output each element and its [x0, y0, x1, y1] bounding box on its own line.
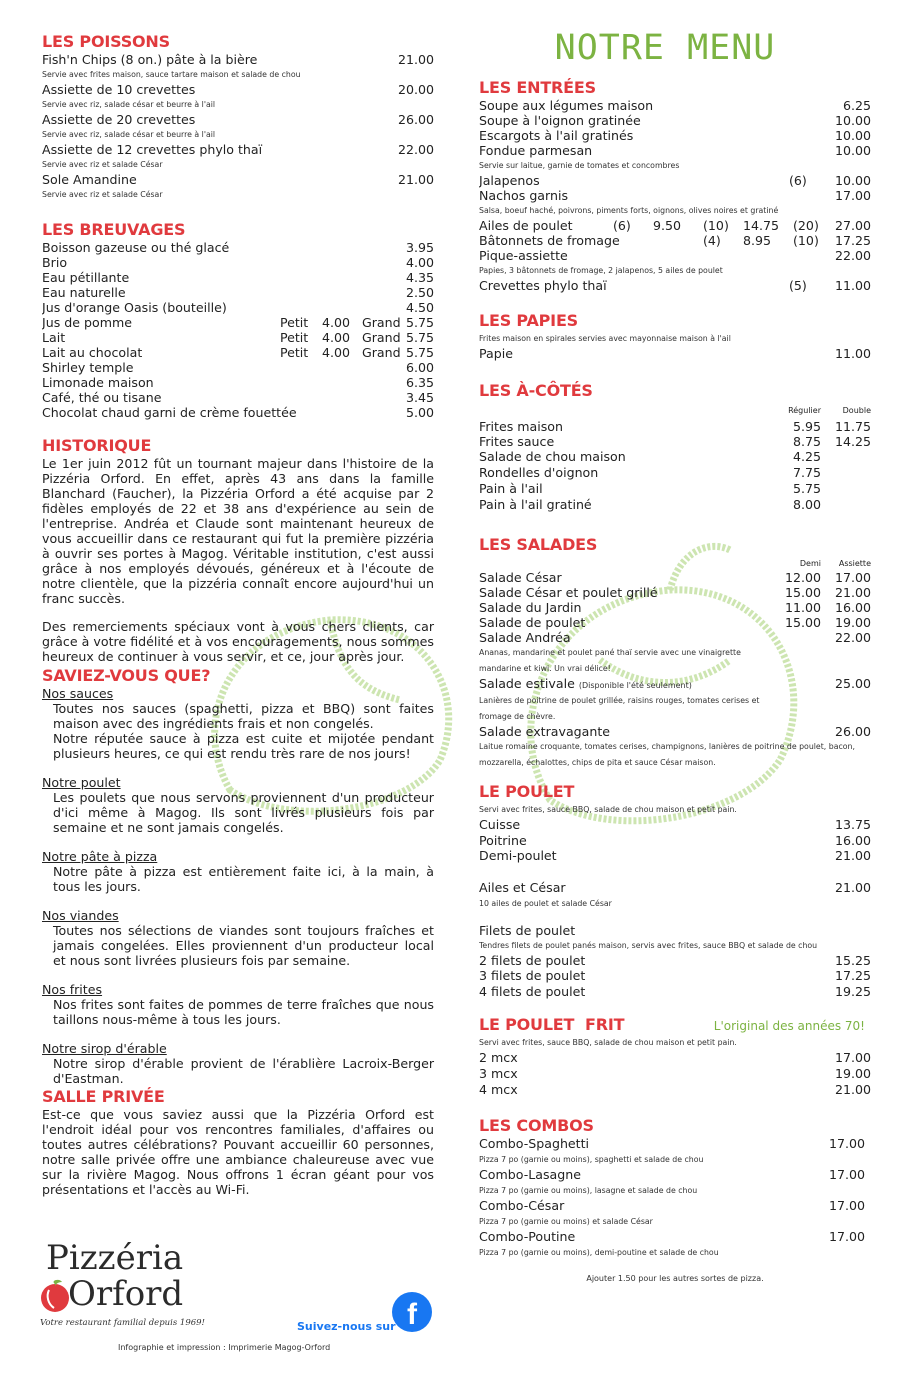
item-description: Ananas, mandarine et poulet pané thaï servie avec une vinaigrette mandarine et kiwi. Un vrai délice!: [479, 648, 741, 673]
item-description: Servie avec frites maison, sauce tartare maison et salade de chou: [42, 70, 301, 79]
menu-item: [42, 172, 434, 187]
logo: [40, 1238, 205, 1328]
menu-text: Notre poulet: [42, 775, 121, 790]
item-description: 10 ailes de poulet et salade César: [479, 898, 612, 908]
entrees-list: [479, 98, 871, 293]
menu-item: [479, 1198, 871, 1214]
menu-title: NOTRE MENU: [554, 28, 776, 68]
menu-item: [479, 419, 871, 434]
menu-text: Lait au chocolat: [42, 345, 143, 360]
menu-text: Jalapenos: [479, 173, 540, 188]
menu-item: [42, 142, 434, 157]
saviez-heading: SAVIEZ-VOUS QUE?: [42, 666, 211, 685]
poissons-list: [42, 52, 434, 202]
menu-text: 20.00: [397, 82, 434, 97]
menu-text: 15.00: [784, 615, 821, 630]
entrees-heading: LES ENTRÉES: [479, 78, 596, 97]
menu-item: [479, 1136, 871, 1152]
salades-list: [479, 570, 871, 770]
item-description: Pizza 7 po (garnie ou moins), spaghetti et salade de chou: [479, 1155, 704, 1164]
menu-item: [42, 300, 434, 315]
combos-note: Ajouter 1.50 pour les autres sortes de pizza.: [586, 1274, 764, 1283]
menu-text: Escargots à l'ail gratinés: [479, 128, 634, 143]
menu-text: Papie: [479, 346, 513, 361]
menu-text: 19.25: [834, 983, 871, 999]
menu-text: 12.00: [784, 570, 821, 585]
menu-text: 3 filets de poulet: [479, 968, 586, 983]
menu-item: [42, 315, 434, 330]
menu-text: Nos sauces: [42, 686, 114, 701]
menu-text: 22.00: [397, 142, 434, 157]
menu-text: Poitrine: [479, 832, 527, 848]
menu-text: Combo-Spaghetti: [479, 1136, 590, 1151]
menu-item: [479, 953, 871, 969]
menu-item: [479, 188, 871, 203]
menu-item: [479, 1082, 871, 1098]
menu-text: (6): [613, 218, 631, 233]
menu-text: 4.00: [321, 315, 350, 330]
menu-item: [479, 1229, 871, 1245]
menu-item: [479, 880, 871, 895]
menu-item: [42, 285, 434, 300]
menu-item: [479, 128, 871, 143]
menu-text: Frites maison: [479, 419, 563, 434]
menu-text: (5): [789, 278, 807, 293]
menu-text: 17.00: [828, 1167, 865, 1182]
item-description: Pizza 7 po (garnie ou moins), demi-poutine et salade de chou: [479, 1248, 719, 1257]
menu-item: [479, 600, 871, 615]
menu-text: Fish'n Chips (8 on.) pâte à la bière: [42, 52, 258, 67]
menu-item: [42, 240, 434, 255]
menu-text: 2 filets de poulet: [479, 952, 586, 968]
menu-text: 5.75: [405, 345, 434, 360]
menu-item: [42, 82, 434, 97]
menu-text: 21.00: [834, 585, 871, 600]
menu-text: Combo-Lasagne: [479, 1167, 581, 1182]
menu-text: Chocolat chaud garni de crème fouettée: [42, 405, 297, 420]
saviez-sections: [42, 686, 434, 1086]
menu-item: [479, 173, 871, 188]
menu-text: (10): [793, 233, 819, 248]
menu-text: Salade du Jardin: [479, 600, 582, 615]
salle-heading: SALLE PRIVÉE: [42, 1087, 165, 1106]
menu-text: 4.25: [792, 449, 821, 464]
menu-text: (6): [789, 173, 807, 188]
poulet-description: Servi avec frites, sauce BBQ, salade de chou maison et petit pain.: [479, 805, 737, 814]
menu-text: Salade César: [479, 570, 562, 585]
menu-item: [479, 346, 871, 361]
menu-text: Soupe aux légumes maison: [479, 98, 654, 113]
menu-text: Demi: [799, 559, 821, 568]
menu-text: 26.00: [834, 724, 871, 739]
menu-text: 10.00: [834, 143, 871, 158]
menu-text: Salade extravagante: [479, 724, 611, 739]
menu-item: [479, 113, 871, 128]
cotes-list: [479, 419, 871, 513]
menu-text: Toutes nos sauces (spaghetti, pizza et BBQ) sont faites maison avec des ingrédients frais et non congelés.: [53, 701, 434, 731]
menu-text: Cuisse: [479, 817, 521, 832]
menu-item: [479, 570, 871, 585]
menu-item: [42, 405, 434, 420]
tomato-logo-icon: [40, 1278, 70, 1314]
menu-text: Notre sirop d'érable provient de l'érablière Lacroix-Berger d'Eastman.: [53, 1056, 434, 1086]
menu-text: Sole Amandine: [42, 172, 137, 187]
menu-text: 8.75: [792, 434, 821, 449]
menu-text: Combo-Poutine: [479, 1229, 576, 1244]
menu-text: Assiette: [838, 559, 871, 568]
menu-text: Salade estivale: [479, 676, 575, 691]
papies-heading: LES PAPIES: [479, 311, 578, 330]
menu-text: Assiette de 12 crevettes phylo thaï: [42, 142, 263, 157]
menu-text: 17.00: [828, 1136, 865, 1151]
menu-text: 5.00: [405, 405, 434, 420]
menu-text: 8.95: [743, 233, 772, 248]
menu-text: (Disponible l'été seulement): [578, 681, 692, 690]
item-description: Servie sur laitue, garnie de tomates et concombres: [479, 161, 680, 170]
filets-heading: [479, 923, 871, 938]
menu-text: Limonade maison: [42, 375, 154, 390]
cotes-heading: LES À-CÔTÉS: [479, 381, 593, 400]
menu-item: [479, 218, 871, 233]
menu-text: 4.00: [321, 330, 350, 345]
menu-text: Toutes nos sélections de viandes sont toujours fraîches et jamais congelées. Elles proviennent d'un producteur local et nous sont livrées plusieurs fois par semaine.: [53, 923, 434, 968]
menu-text: Nachos garnis: [479, 188, 569, 203]
item-description: Servie avec riz, salade césar et beurre à l'ail: [42, 100, 216, 109]
item-description: Servie avec riz et salade César: [42, 190, 163, 199]
menu-text: Brio: [42, 255, 68, 270]
menu-text: Grand: [361, 330, 401, 345]
menu-text: Shirley temple: [42, 360, 134, 375]
item-description: Pizza 7 po (garnie ou moins) et salade César: [479, 1217, 653, 1226]
menu-text: 6.00: [405, 360, 434, 375]
menu-text: 16.00: [834, 832, 871, 848]
menu-text: Nos frites sont faites de pommes de terre fraîches que nous taillons nous-même à tous les jours.: [53, 997, 434, 1027]
item-description: Laitue romaine croquante, tomates cerises, champignons, lanières de poitrine de poulet, bacon, mozzarella, échalottes, chips de pita et sauce César maison.: [479, 742, 855, 767]
menu-text: 21.00: [834, 879, 871, 895]
menu-item: [479, 434, 871, 449]
menu-text: 22.00: [834, 248, 871, 263]
menu-text: Petit: [279, 315, 309, 330]
menu-text: Nos viandes: [42, 908, 119, 923]
menu-text: 19.00: [834, 615, 871, 630]
menu-text: 10.00: [834, 128, 871, 143]
poulet-heading: LE POULET: [479, 782, 575, 801]
breuvages-list: [42, 240, 434, 420]
menu-text: 2 mcx: [479, 1050, 518, 1065]
poissons-heading: LES POISSONS: [42, 32, 170, 51]
menu-text: 3.95: [405, 240, 434, 255]
menu-text: 16.00: [834, 600, 871, 615]
menu-item: [479, 497, 871, 513]
historique-text: Le 1er juin 2012 fût un tournant majeur dans l'histoire de la Pizzéria Orford. En effet, après 43 ans dans la famille Blanchard (Faucher), la Pizzéria Orford a été acquise par 2 fidèles employés de 22 et 38 ans d'expérience au sein de l'entreprise. Andréa et Claude sont maintenant heureux de vous accueillir dans ce restaurant qui fut la première pizzéria à ouvrir ses portes à Magog. Véritable institution, c'est aussi grâce à nos employés dévoués, généreux et à l'écoute de notre clientèle, que la pizzéria connaît encore aujourd'hui un franc succès.: [42, 456, 434, 606]
menu-text: 4.35: [405, 270, 434, 285]
menu-item: [42, 375, 434, 390]
poulet-frit-tag: L'original des années 70!: [713, 1019, 865, 1033]
menu-item: [479, 833, 871, 849]
menu-item: [479, 278, 871, 293]
menu-text: (4): [703, 233, 721, 248]
menu-text: Filets de poulet: [479, 922, 576, 938]
menu-text: 4 mcx: [479, 1082, 518, 1097]
menu-text: 17.00: [834, 188, 871, 203]
menu-item: [479, 143, 871, 158]
menu-item: [479, 848, 871, 864]
menu-text: 5.75: [405, 330, 434, 345]
poulet-list: [479, 817, 871, 999]
menu-item: [479, 630, 871, 645]
papies-description: Frites maison en spirales servies avec mayonnaise maison à l'ail: [479, 334, 731, 343]
menu-text: Assiette de 10 crevettes: [42, 82, 196, 97]
menu-text: 17.25: [834, 233, 871, 248]
remerciements-text: Des remerciements spéciaux vont à vous chers clients, car grâce à votre fidélité et à vos encouragements, nous sommes heureux de continuer à vous servir, et ce, jour après jour.: [42, 619, 434, 664]
menu-text: 21.00: [397, 172, 434, 187]
menu-text: Nos frites: [42, 982, 103, 997]
item-description: Papies, 3 bâtonnets de fromage, 2 jalapenos, 5 ailes de poulet: [479, 266, 723, 275]
menu-text: 5.75: [792, 481, 821, 496]
menu-text: 17.00: [834, 1050, 871, 1065]
menu-text: 11.00: [784, 600, 821, 615]
menu-item: [42, 345, 434, 360]
menu-item: [479, 615, 871, 630]
menu-text: Grand: [361, 315, 401, 330]
item-description: Pizza 7 po (garnie ou moins), lasagne et salade de chou: [479, 1186, 698, 1195]
menu-text: 5.75: [405, 315, 434, 330]
logo-line1: Pizzéria: [46, 1238, 184, 1278]
menu-item: [479, 1050, 871, 1066]
menu-item: [42, 112, 434, 127]
menu-text: Double: [842, 406, 871, 415]
salades-heading: LES SALADES: [479, 535, 598, 554]
menu-text: 6.35: [405, 375, 434, 390]
menu-text: Fondue parmesan: [479, 143, 593, 158]
menu-text: 4.50: [405, 300, 434, 315]
menu-text: 7.75: [792, 465, 821, 480]
menu-text: 9.50: [653, 218, 682, 233]
menu-text: 3.45: [405, 390, 434, 405]
menu-text: Ailes de poulet: [479, 218, 573, 233]
menu-text: 14.25: [834, 434, 871, 449]
menu-item: [479, 984, 871, 1000]
menu-text: Petit: [279, 345, 309, 360]
menu-text: Bâtonnets de fromage: [479, 233, 620, 248]
menu-text: 17.00: [828, 1229, 865, 1244]
follow-text: Suivez-nous sur: [297, 1320, 396, 1333]
menu-text: 21.00: [834, 1082, 871, 1097]
menu-text: Pain à l'ail gratiné: [479, 497, 592, 512]
item-description: Salsa, boeuf haché, poivrons, piments forts, oignons, olives noires et gratiné: [479, 206, 779, 215]
menu-text: Jus de pomme: [42, 315, 132, 330]
menu-text: Lait: [42, 330, 66, 345]
poulet-frit-list: [479, 1050, 871, 1098]
menu-text: Régulier: [788, 406, 821, 415]
logo-tagline: Votre restaurant familial depuis 1969!: [40, 1318, 205, 1328]
menu-text: 21.00: [834, 848, 871, 863]
menu-item: [479, 724, 871, 739]
salades-column-headers: [479, 558, 871, 570]
menu-text: 17.00: [828, 1198, 865, 1213]
menu-text: 22.00: [834, 630, 871, 645]
menu-text: 25.00: [834, 676, 871, 691]
menu-text: 14.75: [743, 218, 780, 233]
breuvages-heading: LES BREUVAGES: [42, 220, 186, 239]
menu-item: [42, 360, 434, 375]
menu-text: 17.25: [834, 968, 871, 983]
menu-item: [479, 248, 871, 263]
item-description: Lanières de poitrine de poulet grillée, raisins rouges, tomates cerises et fromage de chèvre.: [479, 696, 760, 721]
menu-text: Pain à l'ail: [479, 481, 543, 496]
menu-text: Demi-poulet: [479, 848, 557, 863]
menu-text: Eau pétillante: [42, 270, 130, 285]
menu-text: Notre réputée sauce à pizza est cuite et mijotée pendant plusieurs heures, ce qui est rendu très rare de nos jours!: [53, 731, 434, 761]
menu-item: [479, 1066, 871, 1082]
menu-text: 26.00: [397, 112, 434, 127]
menu-text: Petit: [279, 330, 309, 345]
item-description: Servie avec riz, salade césar et beurre à l'ail: [42, 130, 216, 139]
menu-item: [42, 390, 434, 405]
menu-item: [42, 270, 434, 285]
menu-item: [479, 465, 871, 481]
menu-text: Rondelles d'oignon: [479, 465, 599, 480]
menu-text: Salade de poulet: [479, 615, 586, 630]
menu-text: 11.75: [834, 419, 871, 434]
menu-text: Eau naturelle: [42, 285, 126, 300]
menu-text: Notre pâte à pizza: [42, 849, 158, 864]
logo-line2: Orford: [68, 1274, 184, 1314]
menu-text: 15.00: [784, 585, 821, 600]
combos-heading: LES COMBOS: [479, 1116, 594, 1135]
menu-text: 13.75: [834, 817, 871, 832]
menu-text: 6.25: [842, 98, 871, 113]
menu-item: [479, 968, 871, 984]
menu-text: 10.00: [834, 113, 871, 128]
menu-text: Salade de chou maison: [479, 449, 626, 464]
menu-item: [479, 233, 871, 248]
menu-text: Crevettes phylo thaï: [479, 278, 607, 293]
menu-text: 2.50: [405, 285, 434, 300]
menu-text: 17.00: [834, 570, 871, 585]
menu-text: (10): [703, 218, 729, 233]
menu-text: 4.00: [321, 345, 350, 360]
menu-text: Pique-assiette: [479, 248, 568, 263]
menu-text: 15.25: [834, 952, 871, 968]
menu-text: Assiette de 20 crevettes: [42, 112, 196, 127]
menu-text: Café, thé ou tisane: [42, 390, 162, 405]
menu-text: 11.00: [834, 346, 871, 361]
menu-text: 27.00: [834, 218, 871, 233]
menu-item: [479, 676, 871, 693]
item-description: Tendres filets de poulet panés maison, servis avec frites, sauce BBQ et salade de chou: [479, 940, 818, 950]
menu-text: Frites sauce: [479, 434, 555, 449]
menu-text: 19.00: [834, 1066, 871, 1081]
historique-heading: HISTORIQUE: [42, 436, 152, 455]
menu-item: [42, 255, 434, 270]
menu-item: [479, 817, 871, 833]
menu-item: [479, 98, 871, 113]
menu-text: 10.00: [834, 173, 871, 188]
menu-item: [479, 585, 871, 600]
item-description: Servie avec riz et salade César: [42, 160, 163, 169]
menu-item: [479, 481, 871, 497]
menu-text: Soupe à l'oignon gratinée: [479, 113, 641, 128]
menu-text: 8.00: [792, 497, 821, 512]
menu-text: 4 filets de poulet: [479, 983, 586, 999]
cotes-column-headers: [479, 405, 871, 417]
menu-item: [42, 330, 434, 345]
menu-text: Salade Andréa: [479, 630, 571, 645]
menu-text: Notre pâte à pizza est entièrement faite ici, à la main, à tous les jours.: [53, 864, 434, 894]
menu-text: Ailes et César: [479, 879, 566, 895]
menu-item: [479, 1167, 871, 1183]
menu-text: 5.95: [792, 419, 821, 434]
menu-item: [479, 449, 871, 465]
menu-text: Combo-César: [479, 1198, 565, 1213]
menu-text: Jus d'orange Oasis (bouteille): [42, 300, 227, 315]
menu-text: Boisson gazeuse ou thé glacé: [42, 240, 230, 255]
menu-text: 3 mcx: [479, 1066, 518, 1081]
facebook-icon[interactable]: f: [392, 1292, 432, 1332]
poulet-frit-description: Servi avec frites, sauce BBQ, salade de chou maison et petit pain.: [479, 1038, 737, 1047]
menu-text: Grand: [361, 345, 401, 360]
credit-text: Infographie et impression : Imprimerie Magog-Orford: [118, 1343, 331, 1352]
menu-text: Les poulets que nous servons proviennent d'un producteur d'ici même à Magog. Ils sont livrés plusieurs fois par semaine et ne sont jamais congelés.: [53, 790, 434, 835]
poulet-frit-heading: LE POULET FRIT: [479, 1015, 625, 1034]
menu-text: Notre sirop d'érable: [42, 1041, 167, 1056]
menu-text: 4.00: [405, 255, 434, 270]
salle-text: Est-ce que vous saviez aussi que la Pizzéria Orford est l'endroit idéal pour vos rencontres familiales, d'affaires ou toutes autres célébrations? Pouvant accueillir 60 personnes, notre salle privée offre une ambiance chaleureuse avec vue sur la rivière Magog. Nous offrons 1 écran géant pour vos présentations et l'accès au Wi-Fi.: [42, 1107, 434, 1197]
menu-text: (20): [793, 218, 819, 233]
menu-text: 21.00: [397, 52, 434, 67]
menu-text: 11.00: [834, 278, 871, 293]
menu-text: Salade César et poulet grillé: [479, 585, 658, 600]
menu-item: [42, 52, 434, 67]
combos-list: [479, 1136, 871, 1260]
